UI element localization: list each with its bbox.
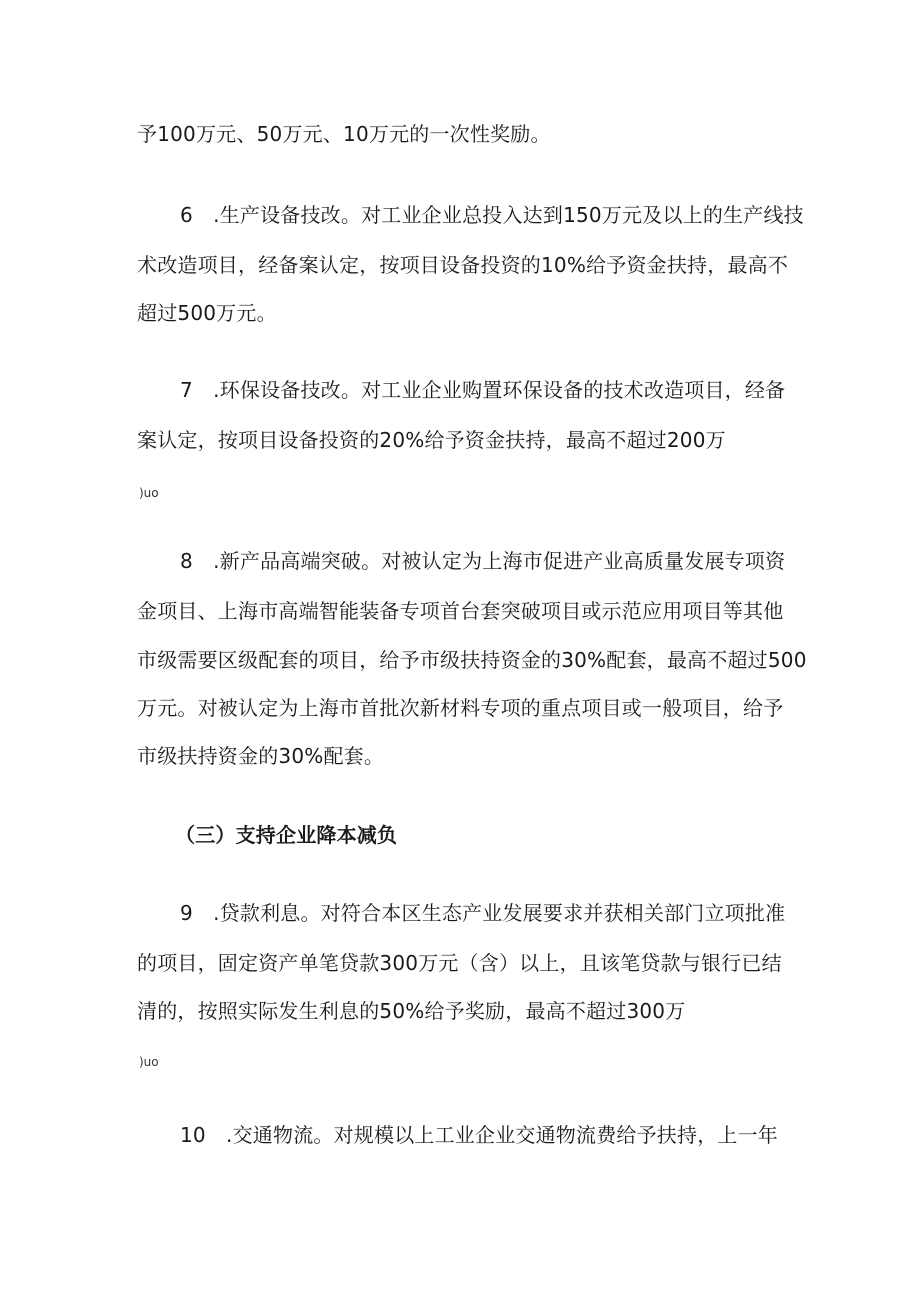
paragraph-line: 予100万元、50万元、10万元的一次性奖励。 xyxy=(137,122,551,146)
item-7-line: 7 .环保设备技改。对工业企业购置环保设备的技术改造项目，经备 xyxy=(180,378,786,402)
item-8-line: 万元。对被认定为上海市首批次新材料专项的重点项目或一般项目，给予 xyxy=(137,696,784,720)
item-8-line: 市级需要区级配套的项目，给予市级扶持资金的30%配套，最高不超过500 xyxy=(137,648,807,672)
item-9-fragment: )uo xyxy=(139,1055,159,1069)
item-9-line: 9 .贷款利息。对符合本区生态产业发展要求并获相关部门立项批准 xyxy=(180,901,786,925)
item-6-line: 术改造项目，经备案认定，按项目设备投资的10%给予资金扶持，最高不 xyxy=(137,253,789,277)
item-7-fragment: )uo xyxy=(139,486,159,500)
item-8-line: 金项目、上海市高端智能装备专项首台套突破项目或示范应用项目等其他 xyxy=(137,599,784,623)
item-6-line: 超过500万元。 xyxy=(137,301,277,325)
section-heading: （三）支持企业降本减负 xyxy=(175,823,398,847)
item-8-line: 8 .新产品高端突破。对被认定为上海市促进产业高质量发展专项资 xyxy=(180,549,786,573)
item-6-line: 6 .生产设备技改。对工业企业总投入达到150万元及以上的生产线技 xyxy=(180,203,804,227)
item-7-line: 案认定，按项目设备投资的20%给予资金扶持，最高不超过200万 xyxy=(137,428,726,452)
item-9-line: 清的，按照实际发生利息的50%给予奖励，最高不超过300万 xyxy=(137,999,686,1023)
item-8-line: 市级扶持资金的30%配套。 xyxy=(137,744,385,768)
item-10-line: 10 .交通物流。对规模以上工业企业交通物流费给予扶持，上一年 xyxy=(180,1123,779,1147)
item-9-line: 的项目，固定资产单笔贷款300万元（含）以上，且该笔贷款与银行已结 xyxy=(137,951,782,975)
